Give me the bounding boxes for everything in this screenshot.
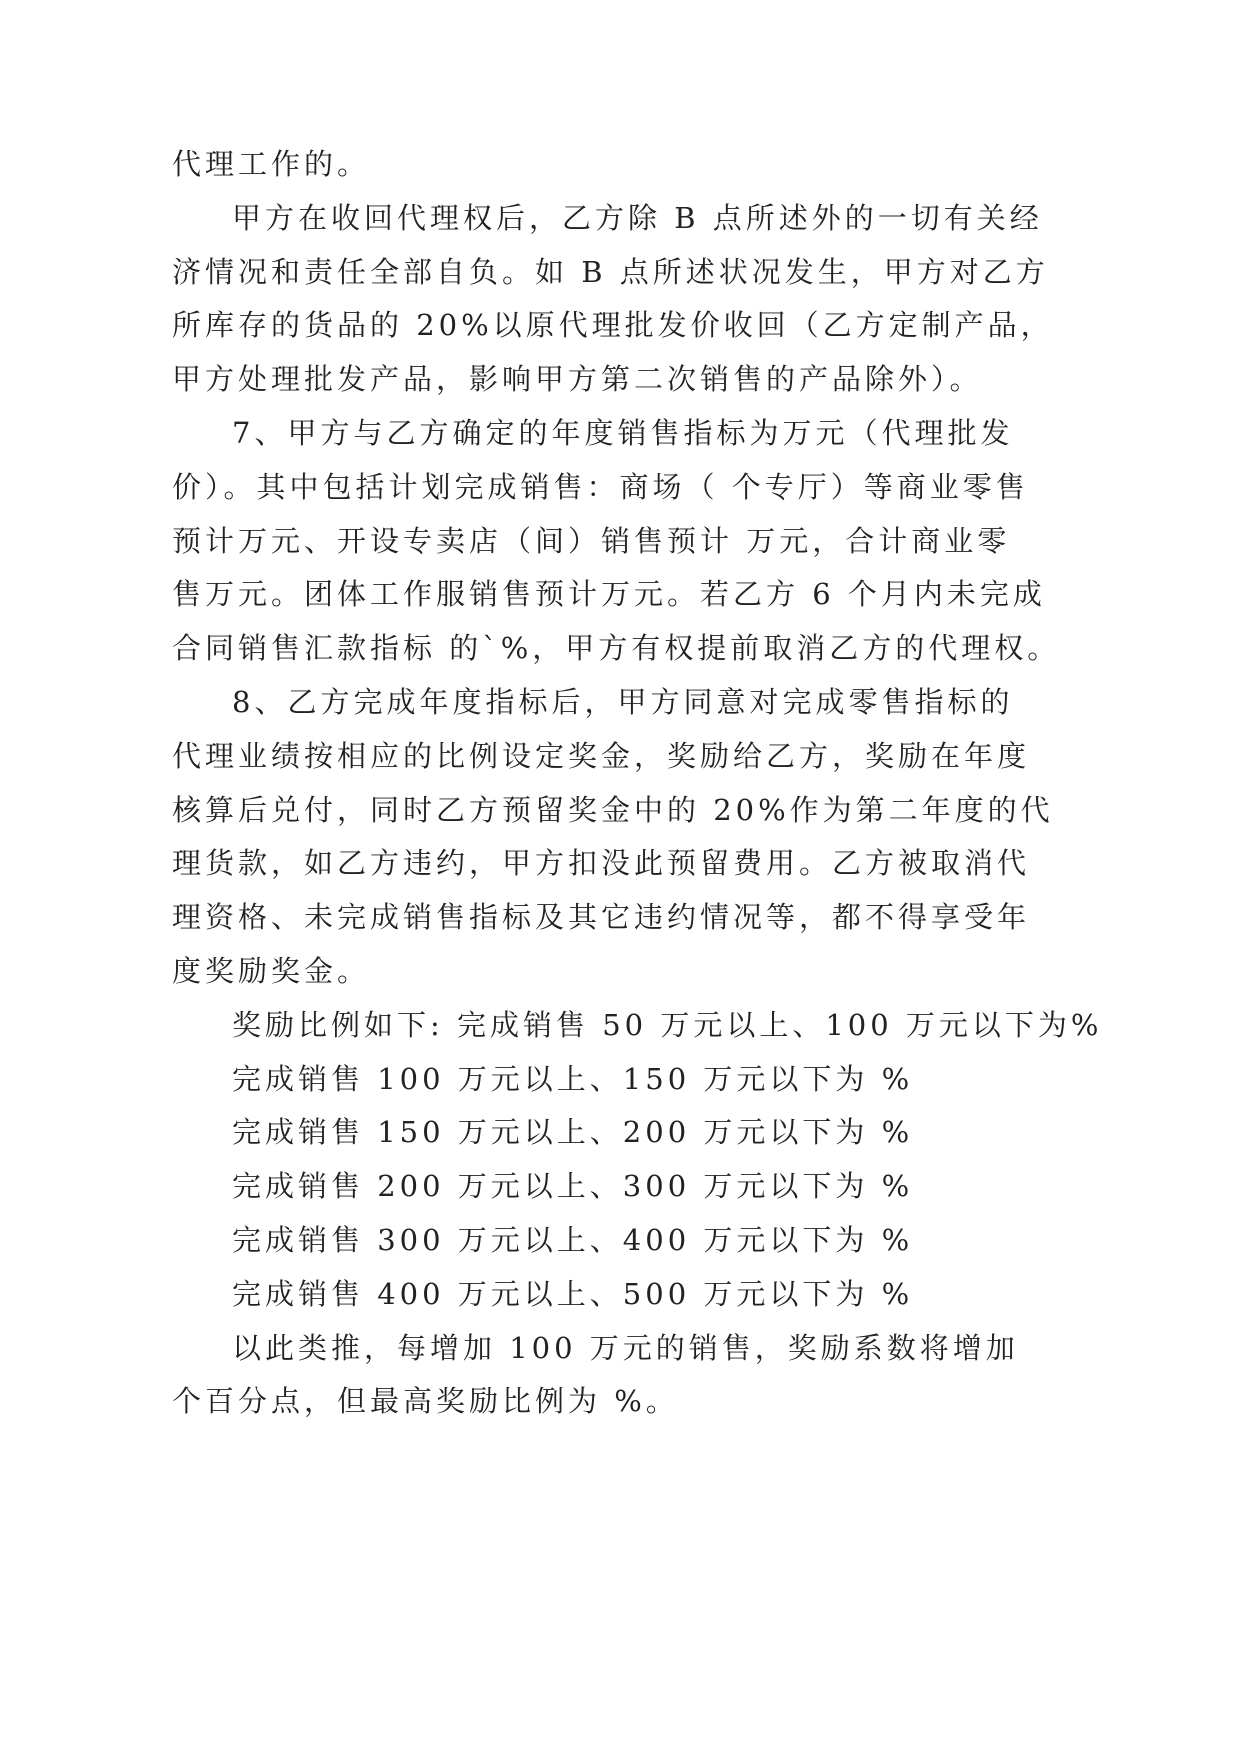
text-line: 理货款，如乙方违约，甲方扣没此预留费用。乙方被取消代 <box>172 846 1031 881</box>
text-line: 所库存的货品的 20%以原代理批发价收回（乙方定制产品， <box>172 308 1054 343</box>
clause-8-start-line: 8、乙方完成年度指标后，甲方同意对完成零售指标的 <box>232 684 1014 719</box>
text-line: 济情况和责任全部自负。如 B 点所述状况发生，甲方对乙方 <box>172 254 1049 289</box>
text-line: 售万元。团体工作服销售预计万元。若乙方 6 个月内未完成 <box>172 577 1046 612</box>
text-line: 理资格、未完成销售指标及其它违约情况等，都不得享受年 <box>172 900 1031 935</box>
reward-ratio-line: 奖励比例如下: 完成销售 50 万元以上、100 万元以下为% <box>232 1007 1103 1042</box>
text-line: 价）。其中包括计划完成销售：商场（ 个专厅）等商业零售 <box>172 469 1029 504</box>
reward-ratio-line: 完成销售 200 万元以上、300 万元以下为 % <box>232 1169 914 1204</box>
paragraph-start-line: 甲方在收回代理权后，乙方除 B 点所述外的一切有关经 <box>232 200 1043 235</box>
text-line: 核算后兑付，同时乙方预留奖金中的 20%作为第二年度的代 <box>172 792 1054 827</box>
text-line: 代理业绩按相应的比例设定奖金，奖励给乙方，奖励在年度 <box>172 738 1031 773</box>
paragraph-start-line: 以此类推，每增加 100 万元的销售，奖励系数将增加 <box>232 1330 1019 1365</box>
reward-ratio-line: 完成销售 100 万元以上、150 万元以下为 % <box>232 1061 914 1096</box>
text-line: 甲方处理批发产品，影响甲方第二次销售的产品除外）。 <box>172 362 983 397</box>
clause-7-start-line: 7、甲方与乙方确定的年度销售指标为万元（代理批发 <box>232 415 1014 450</box>
reward-ratio-line: 完成销售 150 万元以上、200 万元以下为 % <box>232 1115 914 1150</box>
reward-ratio-line: 完成销售 400 万元以上、500 万元以下为 % <box>232 1276 914 1311</box>
text-line: 合同销售汇款指标 的`%，甲方有权提前取消乙方的代理权。 <box>172 631 1061 666</box>
text-line: 个百分点，但最高奖励比例为 %。 <box>172 1384 679 1419</box>
text-line: 度奖励奖金。 <box>172 953 371 988</box>
text-line: 预计万元、开设专卖店（间）销售预计 万元，合计商业零 <box>172 523 1011 558</box>
document-body <box>172 138 1172 1429</box>
text-line: 代理工作的。 <box>172 147 371 181</box>
reward-ratio-line: 完成销售 300 万元以上、400 万元以下为 % <box>232 1222 914 1257</box>
